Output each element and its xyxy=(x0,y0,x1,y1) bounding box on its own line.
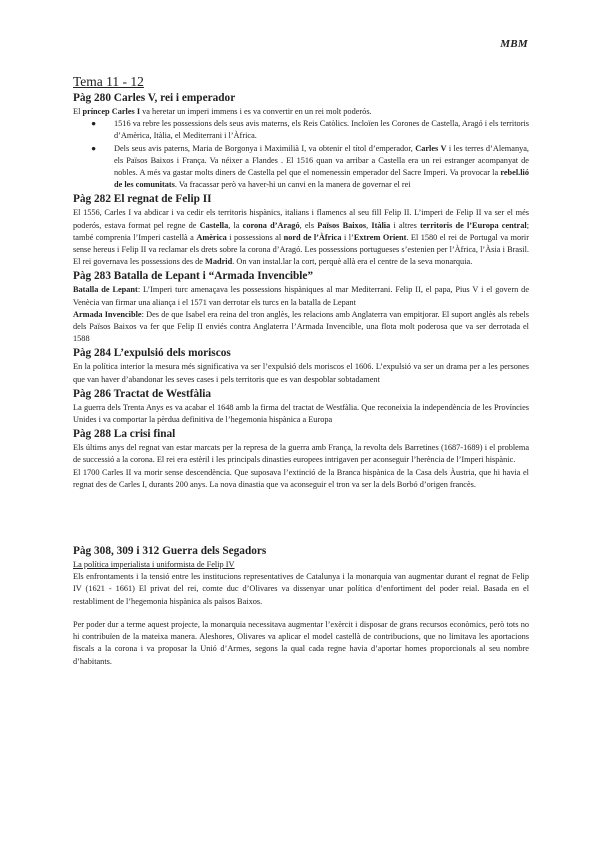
section-paragraph: Armada Invencible: Des de que Isabel era reina del tron anglès, les relacions amb Anglaterra van empitjorar. El suport anglès als rebels dels Països Baixos va fer que Felip II enviés contra Anglaterra l’Armada Invencible, una flota molt poderosa que va ser derrotada el 1588 xyxy=(73,309,530,344)
section-title-crisi-final: Pàg 288 La crisi final xyxy=(73,428,176,441)
section-title-felip-ii: Pàg 282 El regnat de Felip II xyxy=(73,193,212,206)
section-title-segadors: Pàg 308, 309 i 312 Guerra dels Segadors xyxy=(73,545,267,558)
section-title-westfalia: Pàg 286 Tractat de Westfàlia xyxy=(73,387,212,400)
section-paragraph: El 1556, Carles I va abdicar i va cedir els territoris hispànics, italians i flamencs al seu fill Felip II. L’imperi de Felip II va ser el més poderós, estava format pel regne de Castella, la corona d’Aragó, els Països Baixos, Itàlia i altres territoris de l’Europa central; també comprenia l’Imperi castellà a Amèrica i possessions al nord de l’Àfrica i l’Extrem Orient. El 1580 el rei de Portugal va morir sense hereus i Felip II va reclamar els drets sobre la corona d’Aragó. Les possessions portugueses s’estenien per l’Àfrica, l’Àsia i Brasil. El rei governava les possessions des de Madrid. On van instal.lar la cort, perquè allà era el centre de la seva monarquia. xyxy=(73,208,530,267)
section-paragraph: Per poder dur a terme aquest projecte, la monarquia necessitava augmentar l’exèrcit i disposar de grans recursos econòmics, però tots no hi contribuïen de la mateixa manera. Aleshores, Olivares va aplicar el model castellà de contribucions, que no limitava les aportacions fiscals a la corona i va proposar la Unió d’Armes, segons la qual cada regne havia d’aportar homes proporcionals al seu nombre d’habitants. xyxy=(73,619,529,666)
paragraph-gap xyxy=(73,608,529,619)
section-title-lepant: Pàg 283 Batalla de Lepant i “Armada Invencible” xyxy=(73,270,314,283)
list-item: ● 1516 va rebre les possessions dels seus avis materns, els Reis Catòlics. Incloïen les Corones de Castella, Aragó i els territoris d’Amèrica, Itàlia, el Mediterrani i l’Àfrica. xyxy=(91,119,529,141)
section-paragraph: En la política interior la mesura més significativa va ser l’expulsió dels moriscos el 1606. L’expulsió va ser un drama per a les persones que van haver d’abandonar les seves cases i pels territoris que es van despoblar sobtadament xyxy=(73,362,529,384)
section-paragraph: Els últims anys del regnat van estar marcats per la represa de la guerra amb França, la revolta dels Barretines (1687-1689) i el problema de successió a la corona. El rei era estèril i les principals dinasties europees intrigaven per aconseguir l’herència de l’Imperi hispànic. xyxy=(73,443,529,465)
section-paragraph: El príncep Carles I va heretar un imperi immens i es va convertir en un rei molt poderós. xyxy=(73,107,372,116)
list-item: ● Dels seus avis paterns, Maria de Borgonya i Maximilià I, va obtenir el títol d’emperador, Carles V i les terres d’Alemanya, els Països Baixos i França. Va néixer a Flandes . El 1516 quan va arribar a Castella era un rei estranger acompanyat de nobles. A més va gastar molts diners de Castella pel que el nomenessin emperador del Sacre Imperi. Va provocar la rebel.lió de les comunitats. Va fracassar però va haver-hi un canvi en la manera de governar el rei xyxy=(91,143,529,190)
section-paragraph: Els enfrontaments i la tensió entre les institucions representatives de Catalunya i la monarquia van augmentar durant el regnat de Felip IV (1621 - 1661) El privat del rei, comte duc d’Olivares va dissenyar unar política d’enfortiment del poder reial. Basada en el restabliment de l’hegemonia hispànica als països Baixos. xyxy=(73,572,529,606)
section-paragraph: Batalla de Lepant: L’Imperi turc amenaçava les possessions hispàniques al mar Mediterrani. Felip II, el papa, Pius V i el govern de Venècia van firmar una aliança i el 1571 van derrotar els turcs en la batalla de Lepant xyxy=(73,285,530,307)
topic-title: Tema 11 - 12 xyxy=(73,74,144,89)
section-gap xyxy=(73,491,529,543)
header-initials: MBM xyxy=(500,38,528,50)
bullet-icon: ● xyxy=(91,143,97,153)
document-body xyxy=(73,74,529,668)
section-title-carles-v: Pàg 280 Carles V, rei i emperador xyxy=(73,92,236,104)
section-title-moriscos: Pàg 284 L’expulsió dels moriscos xyxy=(73,347,231,360)
section-paragraph: El 1700 Carles II va morir sense descendència. Que suposava l’extinció de la Branca hispànica de la Casa dels Àustria, que hi havia el regnat des de Carles I, durants 200 anys. La nova dinastia que va aconseguir el tron va ser la dels Borbó d’origen francès. xyxy=(73,467,529,489)
section-subtitle: La política imperialista i uniformista de Felip IV xyxy=(73,560,235,570)
section-paragraph: La guerra dels Trenta Anys es va acabar el 1648 amb la firma del tractat de Westfàlia. Que reconeixia la independència de les Províncies Unides i va comportar la pèrdua definitiva de l’hegemonia hispànica a Europa xyxy=(73,402,529,425)
bullet-icon: ● xyxy=(91,119,97,129)
bullet-list xyxy=(73,118,529,191)
